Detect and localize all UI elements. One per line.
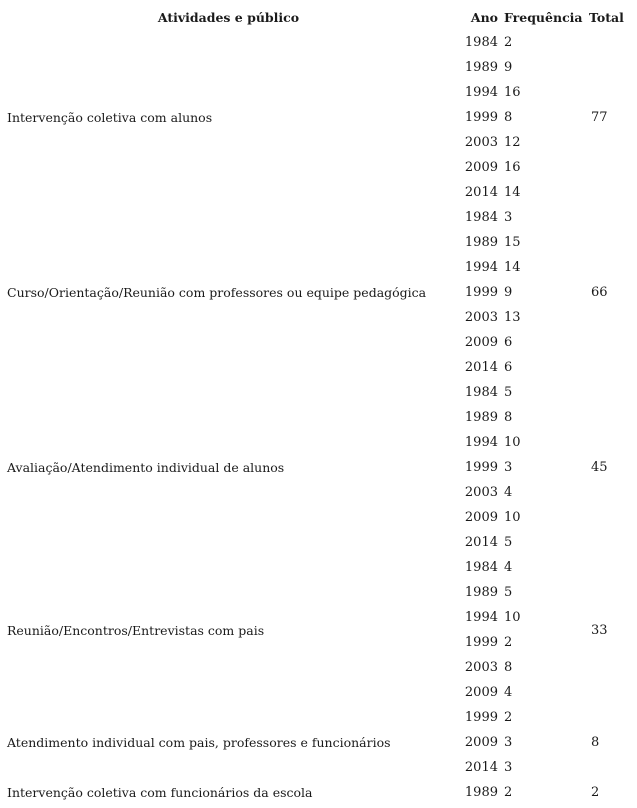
year-cell: 2009: [464, 735, 498, 750]
year-cell: 2014: [464, 185, 498, 200]
activity-cell: Intervenção coletiva com funcionários da escola: [7, 785, 313, 800]
frequency-cell: 9: [504, 60, 513, 75]
total-cell: 45: [591, 460, 608, 475]
activity-cell: Atendimento individual com pais, professores e funcionários: [7, 735, 391, 750]
year-cell: 1999: [464, 460, 498, 475]
year-cell: 2014: [464, 360, 498, 375]
year-cell: 2003: [464, 485, 498, 500]
year-cell: 1999: [464, 635, 498, 650]
frequency-cell: 13: [504, 310, 521, 325]
frequency-cell: 5: [504, 585, 513, 600]
year-cell: 1989: [464, 785, 498, 800]
frequency-cell: 2: [504, 35, 513, 50]
frequency-cell: 6: [504, 360, 513, 375]
frequency-cell: 8: [504, 410, 513, 425]
year-cell: 1984: [464, 35, 498, 50]
frequency-cell: 16: [504, 160, 521, 175]
year-cell: 1984: [464, 560, 498, 575]
activity-cell: Avaliação/Atendimento individual de alunos: [7, 460, 285, 475]
year-cell: 2003: [464, 310, 498, 325]
frequency-cell: 3: [504, 735, 513, 750]
table-row: [0, 705, 637, 730]
total-cell: 33: [591, 622, 608, 638]
frequency-cell: 3: [504, 210, 513, 225]
frequency-cell: 4: [504, 485, 513, 500]
header-activity: Atividades e público: [157, 10, 300, 25]
year-cell: 1989: [464, 585, 498, 600]
frequency-cell: 5: [504, 385, 513, 400]
frequency-cell: 6: [504, 335, 513, 350]
year-cell: 1989: [464, 60, 498, 75]
frequency-cell: 2: [504, 710, 513, 725]
table-row: [0, 380, 637, 405]
frequency-cell: 5: [504, 535, 513, 550]
frequency-cell: 8: [504, 110, 513, 125]
frequency-cell: 8: [504, 660, 513, 675]
frequency-cell: 3: [504, 460, 513, 475]
frequency-cell: 2: [504, 635, 513, 650]
year-cell: 1999: [464, 110, 498, 125]
year-cell: 2003: [464, 660, 498, 675]
year-cell: 2009: [464, 685, 498, 700]
total-cell: 8: [591, 735, 600, 750]
activity-cell: Curso/Orientação/Reunião com professores ou equipe pedagógica: [7, 285, 427, 300]
year-cell: 1999: [464, 285, 498, 300]
year-cell: 2009: [464, 335, 498, 350]
activities-table: [0, 5, 637, 805]
frequency-cell: 14: [504, 260, 521, 275]
frequency-cell: 15: [504, 235, 521, 250]
year-cell: 1999: [464, 710, 498, 725]
frequency-cell: 3: [504, 760, 513, 775]
year-cell: 2003: [464, 135, 498, 150]
year-cell: 2014: [464, 760, 498, 775]
activity-cell: Intervenção coletiva com alunos: [7, 110, 213, 125]
year-cell: 1989: [464, 235, 498, 250]
year-cell: 1994: [464, 85, 498, 100]
frequency-cell: 16: [504, 85, 521, 100]
total-cell: 77: [591, 110, 608, 125]
frequency-cell: 12: [504, 135, 521, 150]
year-cell: 1984: [464, 210, 498, 225]
header-frequency: Frequência: [504, 10, 583, 25]
frequency-cell: 14: [504, 185, 521, 200]
table-row: [0, 30, 637, 55]
total-cell: 66: [591, 285, 608, 300]
frequency-cell: 9: [504, 285, 513, 300]
total-cell: 2: [591, 785, 600, 800]
year-cell: 2009: [464, 160, 498, 175]
frequency-cell: 10: [504, 610, 521, 625]
frequency-cell: 4: [504, 560, 513, 575]
year-cell: 1994: [464, 610, 498, 625]
year-cell: 1984: [464, 385, 498, 400]
year-cell: 2014: [464, 535, 498, 550]
activity-cell: Reunião/Encontros/Entrevistas com pais: [7, 622, 265, 638]
header-total: Total: [589, 10, 624, 25]
table-row: [0, 555, 637, 580]
frequency-cell: 2: [504, 785, 513, 800]
frequency-cell: 10: [504, 435, 521, 450]
year-cell: 1994: [464, 435, 498, 450]
table-row: [0, 205, 637, 230]
table-row: [0, 780, 637, 805]
year-cell: 1989: [464, 410, 498, 425]
table-body: [0, 30, 637, 805]
frequency-cell: 10: [504, 510, 521, 525]
year-cell: 1994: [464, 260, 498, 275]
header-year: Ano: [470, 10, 498, 25]
frequency-cell: 4: [504, 685, 513, 700]
year-cell: 2009: [464, 510, 498, 525]
header-row: [0, 5, 637, 30]
